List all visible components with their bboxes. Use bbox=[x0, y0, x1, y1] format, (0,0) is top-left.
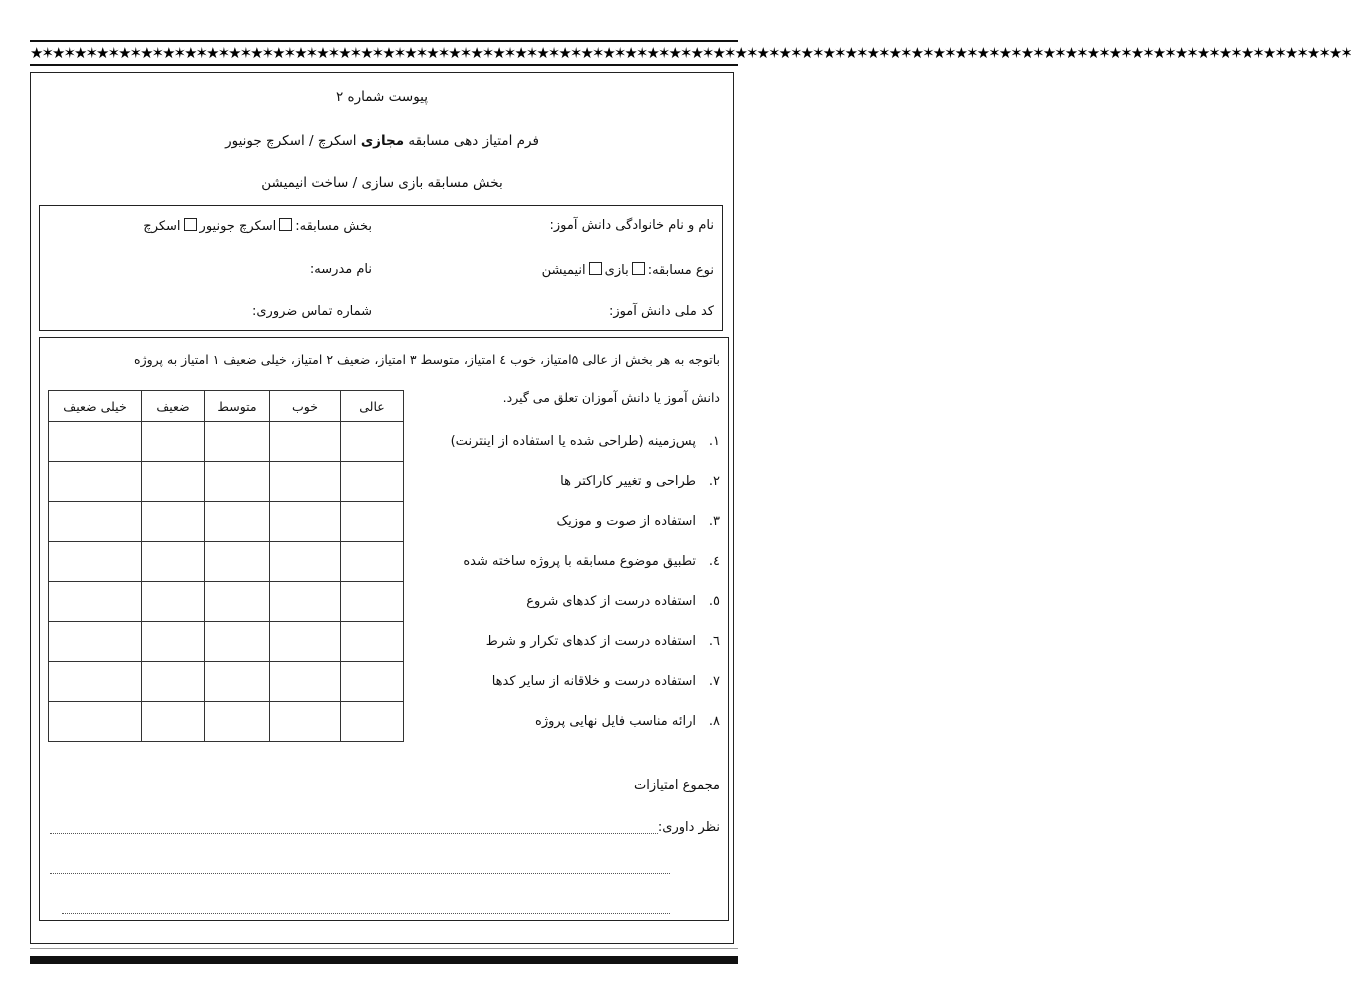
scoring-intro: باتوجه به هر بخش از عالی ۵امتیاز، خوب ٤ امتیاز، متوسط ۳ امتیاز، ضعیف ۲ امتیاز، خیلی ضعیف ۱ امتیاز به پروژه bbox=[134, 352, 720, 367]
criterion-text: استفاده درست و خلاقانه از سایر کدها bbox=[491, 674, 696, 689]
judge-comment-label: نظر داوری: bbox=[657, 820, 720, 835]
criterion-item bbox=[420, 552, 720, 592]
criterion-number: ۸. bbox=[708, 714, 720, 729]
score-cell[interactable] bbox=[270, 542, 341, 582]
score-cell[interactable] bbox=[49, 422, 142, 462]
option-game: بازی bbox=[604, 263, 629, 278]
option-animation: انیمیشن bbox=[541, 263, 586, 278]
score-row bbox=[49, 702, 404, 742]
score-cell[interactable] bbox=[205, 422, 270, 462]
score-cell[interactable] bbox=[341, 502, 404, 542]
criterion-item bbox=[420, 672, 720, 712]
score-cell[interactable] bbox=[205, 662, 270, 702]
checkbox-animation[interactable] bbox=[589, 262, 602, 275]
score-cell[interactable] bbox=[142, 702, 205, 742]
score-cell[interactable] bbox=[142, 502, 205, 542]
competition-type-label: نوع مسابقه: bbox=[647, 263, 714, 278]
score-cell[interactable] bbox=[49, 542, 142, 582]
score-cell[interactable] bbox=[341, 542, 404, 582]
score-cell[interactable] bbox=[142, 462, 205, 502]
col-very-weak: خیلی ضعیف bbox=[49, 391, 142, 422]
student-info-box bbox=[39, 205, 723, 331]
criterion-number: ۲. bbox=[708, 474, 720, 489]
score-cell[interactable] bbox=[142, 542, 205, 582]
score-cell[interactable] bbox=[341, 662, 404, 702]
competition-type-field bbox=[542, 262, 714, 278]
option-scratch: اسکرچ bbox=[143, 219, 181, 234]
criterion-number: ۳. bbox=[708, 514, 720, 529]
form-title-pre: فرم امتیاز دهی مسابقه bbox=[408, 133, 539, 149]
score-cell[interactable] bbox=[270, 622, 341, 662]
info-row-3 bbox=[40, 304, 722, 324]
score-cell[interactable] bbox=[142, 622, 205, 662]
score-cell[interactable] bbox=[205, 462, 270, 502]
score-cell[interactable] bbox=[341, 462, 404, 502]
col-weak: ضعیف bbox=[142, 391, 205, 422]
section-title: بخش مسابقه بازی سازی / ساخت انیمیشن bbox=[261, 175, 503, 191]
score-row bbox=[49, 582, 404, 622]
star-border bbox=[30, 40, 1351, 66]
col-average: متوسط bbox=[205, 391, 270, 422]
score-cell[interactable] bbox=[205, 542, 270, 582]
national-code-label[interactable]: کد ملی دانش آموز: bbox=[608, 304, 714, 319]
score-cell[interactable] bbox=[49, 622, 142, 662]
appendix-label: پیوست شماره ۲ bbox=[335, 89, 429, 105]
score-row bbox=[49, 542, 404, 582]
criterion-number: ٦. bbox=[708, 634, 720, 649]
decorative-stars: ★✶★✶★✶★✶★✶★✶★✶★✶★✶★✶★✶★✶★✶★✶★✶★✶★✶★✶★✶★✶★✶★✶★✶★✶★✶★✶★✶★✶★✶★✶★✶★✶★✶★✶★✶★✶★✶★✶★✶★✶★✶★✶★✶★✶★✶★✶★✶★✶★✶★✶★✶★✶★✶★✶★✶★✶★✶★✶★✶★✶ bbox=[30, 44, 1351, 62]
score-table bbox=[48, 390, 404, 742]
score-table-body bbox=[49, 422, 404, 742]
score-cell[interactable] bbox=[341, 582, 404, 622]
criterion-text: استفاده درست از کدهای شروع bbox=[526, 594, 696, 609]
judge-comment-line-2[interactable] bbox=[50, 872, 670, 874]
checkbox-game[interactable] bbox=[632, 262, 645, 275]
criterion-item bbox=[420, 592, 720, 632]
score-cell[interactable] bbox=[341, 622, 404, 662]
form-title-post: اسکرچ / اسکرچ جونیور bbox=[225, 133, 357, 149]
checkbox-scratch[interactable] bbox=[184, 218, 197, 231]
criterion-item bbox=[420, 712, 720, 752]
checkbox-scratch-junior[interactable] bbox=[279, 218, 292, 231]
score-cell[interactable] bbox=[341, 702, 404, 742]
criterion-text: ارائه مناسب فایل نهایی پروژه bbox=[535, 714, 696, 729]
criterion-item bbox=[420, 512, 720, 552]
criteria-list bbox=[420, 432, 720, 752]
score-cell[interactable] bbox=[270, 462, 341, 502]
score-cell[interactable] bbox=[49, 582, 142, 622]
score-cell[interactable] bbox=[270, 662, 341, 702]
score-row bbox=[49, 502, 404, 542]
score-table-header bbox=[49, 391, 404, 422]
criterion-text: پس‌زمینه (طراحی شده یا استفاده از اینترنت) bbox=[450, 434, 696, 449]
criterion-item bbox=[420, 632, 720, 672]
score-cell[interactable] bbox=[270, 422, 341, 462]
bottom-bar bbox=[30, 956, 738, 964]
total-score-label: مجموع امتیازات bbox=[634, 778, 720, 793]
score-cell[interactable] bbox=[205, 622, 270, 662]
form-frame bbox=[30, 72, 734, 944]
score-cell[interactable] bbox=[49, 462, 142, 502]
criterion-text: تطبیق موضوع مسابقه با پروژه ساخته شده bbox=[463, 554, 696, 569]
score-cell[interactable] bbox=[205, 702, 270, 742]
score-cell[interactable] bbox=[49, 662, 142, 702]
score-row bbox=[49, 462, 404, 502]
score-row bbox=[49, 622, 404, 662]
criterion-text: استفاده از صوت و موزیک bbox=[556, 514, 696, 529]
competition-section-label: بخش مسابقه: bbox=[295, 219, 372, 234]
criterion-item bbox=[420, 432, 720, 472]
score-row bbox=[49, 422, 404, 462]
school-name-label[interactable]: نام مدرسه: bbox=[309, 262, 372, 277]
score-cell[interactable] bbox=[270, 582, 341, 622]
info-row-1 bbox=[40, 218, 722, 238]
criterion-item bbox=[420, 472, 720, 512]
option-scratch-junior: اسکرچ جونیور bbox=[199, 219, 277, 234]
student-name-label[interactable]: نام و نام خانوادگی دانش آموز: bbox=[549, 218, 714, 233]
form-header bbox=[31, 73, 733, 201]
score-cell[interactable] bbox=[49, 702, 142, 742]
contact-phone-label[interactable]: شماره تماس ضروری: bbox=[251, 304, 372, 319]
competition-section-field bbox=[143, 218, 372, 234]
scoring-box bbox=[39, 337, 729, 921]
judge-comment-line-3[interactable] bbox=[62, 912, 670, 914]
score-cell[interactable] bbox=[205, 502, 270, 542]
score-cell[interactable] bbox=[49, 502, 142, 542]
criterion-number: ٤. bbox=[708, 554, 720, 569]
col-good: خوب bbox=[270, 391, 341, 422]
score-cell[interactable] bbox=[205, 582, 270, 622]
score-cell[interactable] bbox=[142, 662, 205, 702]
criterion-text: استفاده درست از کدهای تکرار و شرط bbox=[485, 634, 696, 649]
judge-comment-line-1[interactable] bbox=[50, 832, 658, 834]
score-cell[interactable] bbox=[270, 502, 341, 542]
score-cell[interactable] bbox=[270, 702, 341, 742]
criterion-number: ٥. bbox=[708, 594, 720, 609]
form-title-bold: مجازی bbox=[360, 133, 405, 149]
col-excellent: عالی bbox=[341, 391, 404, 422]
score-cell[interactable] bbox=[142, 582, 205, 622]
score-cell[interactable] bbox=[341, 422, 404, 462]
score-row bbox=[49, 662, 404, 702]
form-title bbox=[31, 133, 733, 149]
score-cell[interactable] bbox=[142, 422, 205, 462]
criterion-text: طراحی و تغییر کاراکتر ها bbox=[560, 474, 696, 489]
bottom-divider bbox=[30, 948, 738, 949]
info-row-2 bbox=[40, 262, 722, 282]
criterion-number: ۷. bbox=[708, 674, 720, 689]
scoring-intro-2: دانش آموز یا دانش آموزان تعلق می گیرد. bbox=[502, 390, 720, 405]
criterion-number: ۱. bbox=[708, 434, 720, 449]
